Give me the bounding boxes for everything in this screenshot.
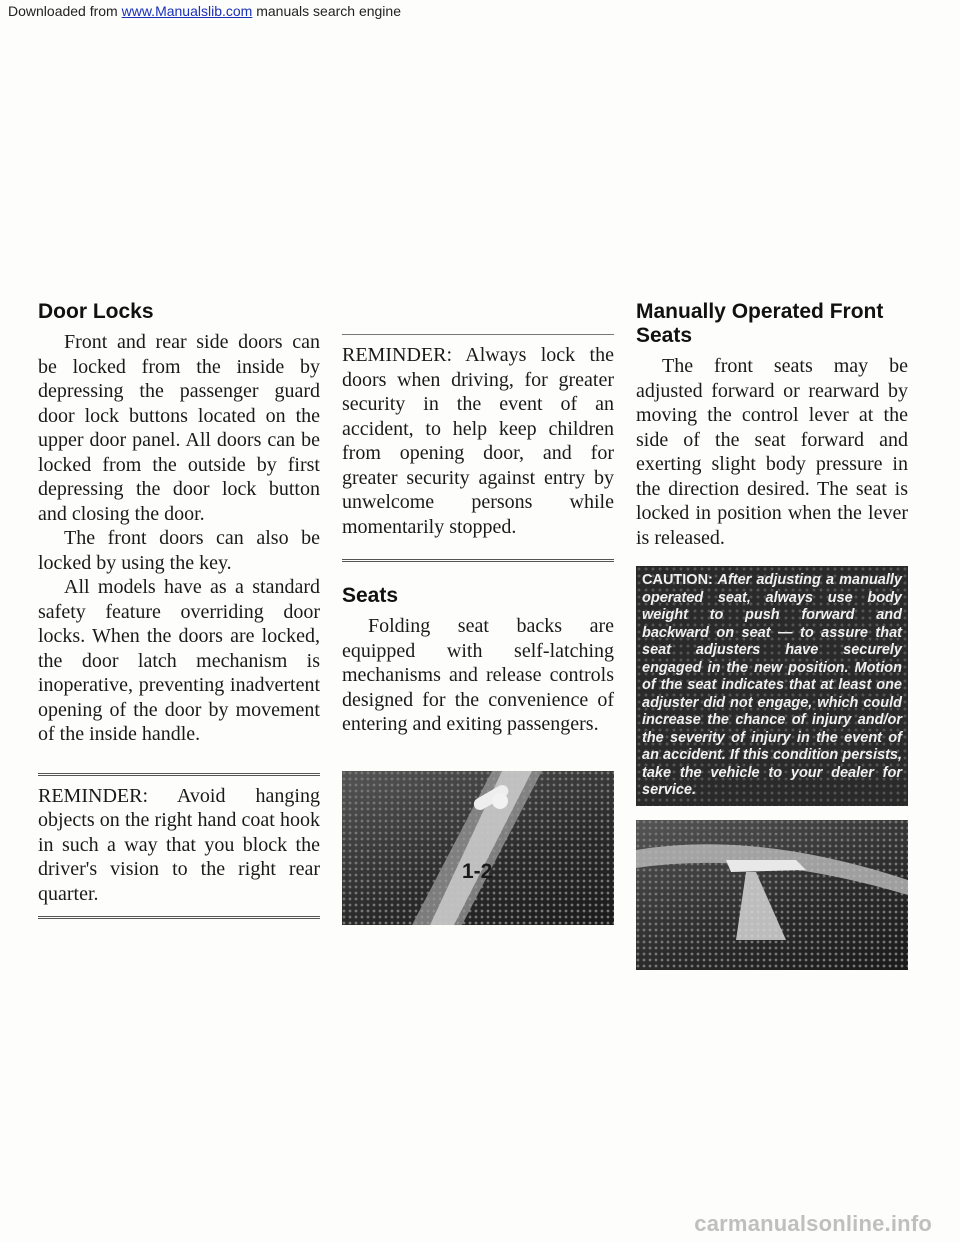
door-locks-heading: Door Locks (38, 300, 154, 323)
seat-lever-illustration (636, 820, 908, 970)
page-number: 1-2 (462, 860, 493, 883)
seats-heading: Seats (342, 584, 399, 607)
caution-text: After adjusting a manually operated seat, always use body weight to push forward and backward on seat — to assure that seat adjusters have securely engaged in the new position. Motion of the seat indicates that at least one adjuster did not engage, which could increase the chance of injury and/or the severity of injury in the event of an accident. If this condition persists, take the vehicle to your dealer for service. (642, 572, 902, 798)
front-seats-paragraph: The front seats may be adjusted forward or rearward by moving the control lever at the side of the seat forward and exerting slight body pressure in the direction desired. The seat is locked in position when the lever is released. (636, 355, 908, 549)
divider (342, 334, 614, 335)
door-locks-paragraph-2: The front doors can also be locked by using the key. (38, 527, 320, 574)
seat-lever-photo (636, 820, 908, 970)
coat-hook-reminder: REMINDER: Avoid hanging objects on the right hand coat hook in such a way that you block the driver's vision to the right rear quarter. (38, 784, 320, 905)
lock-doors-reminder: REMINDER: Always lock the doors when driving, for greater security in the event of an accident, to help keep children from opening door, and for greater security against entry by unwelcome persons while momentarily stopped. (342, 344, 614, 538)
divider (38, 916, 320, 919)
seat-latch-photo (342, 771, 614, 925)
seat-latch-illustration (342, 771, 614, 925)
front-seats-heading: Manually Operated Front Seats (636, 300, 884, 347)
watermark: carmanualsonline.info (694, 1211, 932, 1236)
front-seats-column (636, 300, 908, 970)
door-locks-column (38, 300, 320, 919)
banner-suffix: manuals search engine (252, 3, 401, 19)
door-locks-paragraph-3: All models have as a standard safety feature overriding door locks. When the doors are locked, the door latch mechanism is inoperative, preventing inadvertent opening of the door by movement of the inside handle. (38, 576, 320, 745)
door-locks-paragraph-1: Front and rear side doors can be locked from the inside by depressing the passenger guard door lock buttons located on the upper door panel. All doors can be locked from the outside by first depressing the door lock button and closing the door. (38, 331, 320, 525)
banner-prefix: Downloaded from (8, 3, 122, 19)
manualslib-link[interactable]: www.Manualslib.com (121, 3, 253, 19)
seats-paragraph: Folding seat backs are equipped with self-latching mechanisms and release controls designed for the convenience of entering and exiting passengers. (342, 615, 614, 735)
divider (38, 773, 320, 776)
download-banner (0, 0, 960, 22)
caution-box (636, 566, 908, 806)
divider (342, 559, 614, 562)
caution-label: CAUTION: (642, 572, 713, 588)
middle-column (342, 300, 614, 925)
